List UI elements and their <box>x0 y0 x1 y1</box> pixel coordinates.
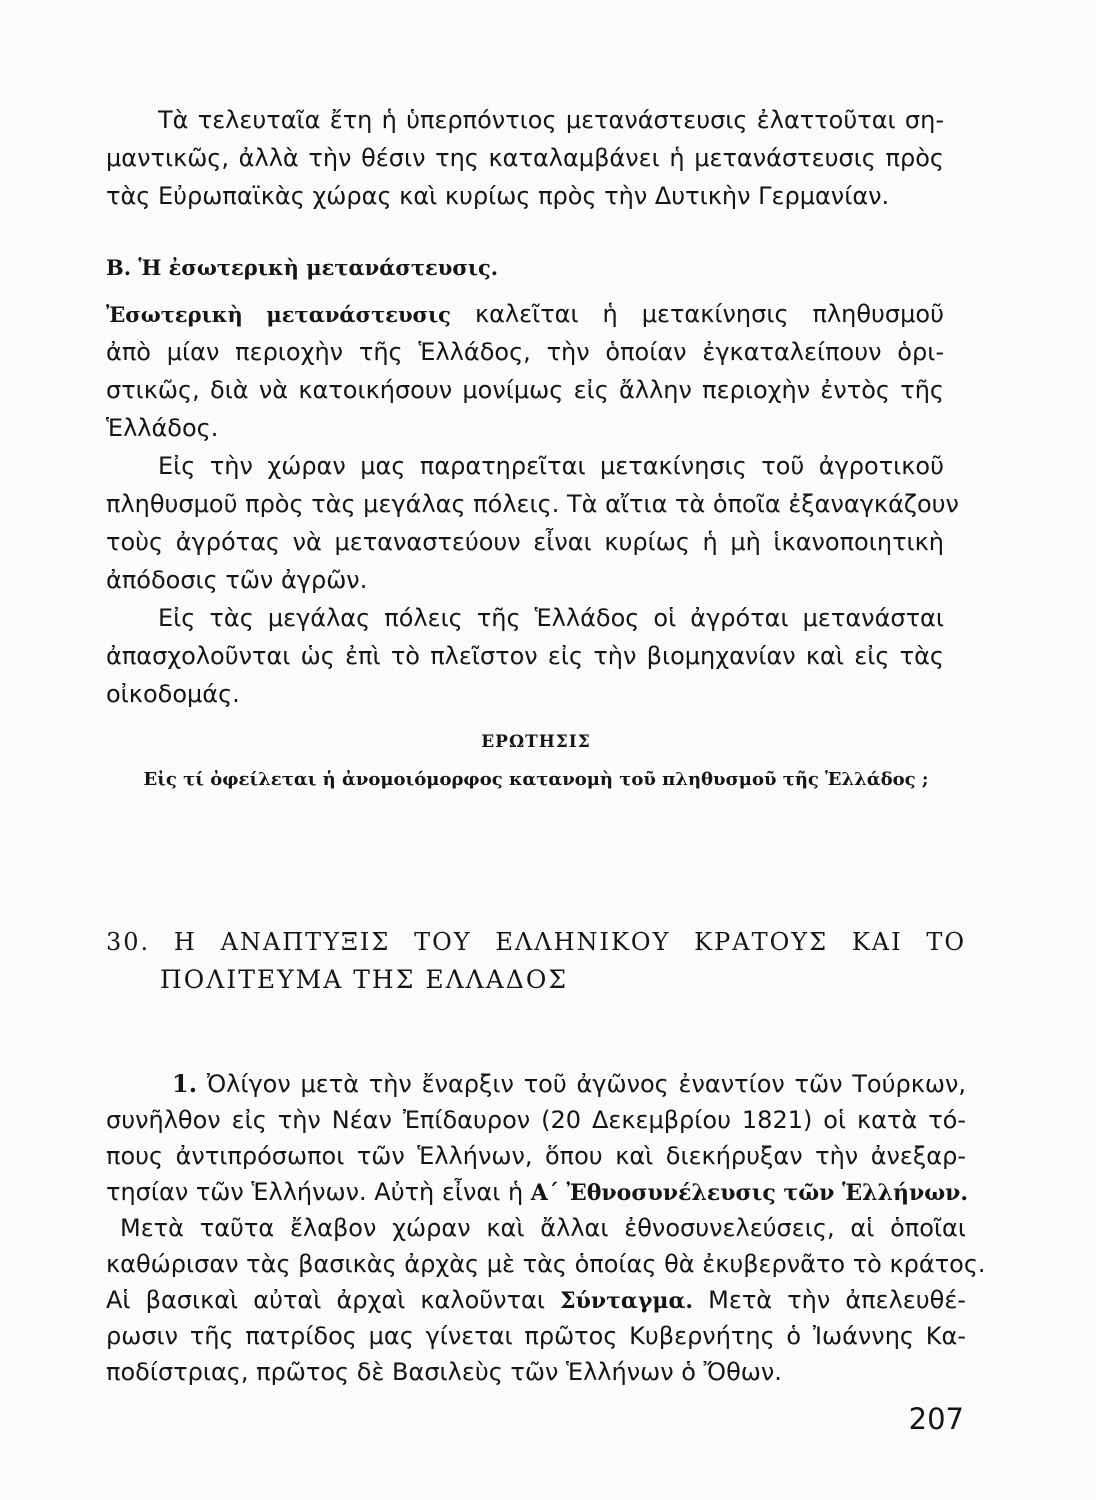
chapter-p1-line-8: ρωσιν τῆς πατρίδος μας γίνεται πρῶτος Κυβερνήτης ὁ Ἰωάννης Κα- <box>106 1322 966 1350</box>
chapter-p1-line-5: Μετὰ ταῦτα ἔλαβον χώραν καὶ ἄλλαι ἐθνοσυνελεύσεις, αἱ ὁποῖαι <box>120 1214 966 1242</box>
chapter-title-line-1: 30. Η ΑΝΑΠΤΥΞΙΣ ΤΟΥ ΕΛΛΗΝΙΚΟΥ ΚΡΑΤΟΥΣ ΚΑΙ ΤΟ <box>106 928 966 956</box>
definition-line-1-rest: καλεῖται ἡ μετακίνησις πληθυσμοῦ <box>474 300 944 328</box>
intro-line-1: Τὰ τελευταῖα ἔτη ἡ ὑπερπόντιος μετανάστευσις ἐλαττοῦται ση- <box>158 106 944 134</box>
para2-line-2: πληθυσμοῦ πρὸς τὰς μεγάλας πόλεις. Τὰ αἴτια τὰ ὁποῖα ἐξαναγκάζουν <box>106 490 959 518</box>
para3-line-3: οἰκοδομάς. <box>106 680 240 708</box>
chapter-p1-line-4-text: τησίαν τῶν Ἑλλήνων. Αὐτὴ εἶναι ἡ <box>106 1178 524 1206</box>
intro-line-3: τὰς Εὐρωπαϊκὰς χώρας καὶ κυρίως πρὸς τὴν Δυτικὴν Γερμανίαν. <box>106 182 890 210</box>
chapter-p1-line-7-rest: Μετὰ τὴν ἀπελευθέ- <box>708 1286 966 1314</box>
constitution-term: Σύνταγμα. <box>560 1288 694 1314</box>
para3-line-2: ἀπασχολοῦνται ὡς ἐπὶ τὸ πλεῖστον εἰς τὴν βιομηχανίαν καὶ εἰς τὰς <box>106 642 944 670</box>
para2-line-1: Εἰς τὴν χώραν μας παρατηρεῖται μετακίνησις τοῦ ἀγροτικοῦ <box>158 452 944 480</box>
definition-line-2: ἀπὸ μίαν περιοχὴν τῆς Ἑλλάδος, τὴν ὁποίαν ἐγκαταλείπουν ὁρι- <box>106 338 944 366</box>
chapter-p1-line-3: πους ἀντιπρόσωποι τῶν Ἑλλήνων, ὅπου καὶ διεκήρυξαν τὴν ἀνεξαρ- <box>106 1142 966 1170</box>
questions-title: ΕΡΩΤΗΣΙΣ <box>481 732 591 752</box>
definition-term: Ἐσωτερικὴ μετανάστευσις <box>106 302 451 327</box>
para2-line-4: ἀπόδοσις τῶν ἀγρῶν. <box>106 566 368 594</box>
intro-line-2: μαντικῶς, ἀλλὰ τὴν θέσιν της καταλαμβάνει ἡ μετανάστευσις πρὸς <box>106 144 944 172</box>
chapter-p1-line-6: καθώρισαν τὰς βασικὰς ἀρχὰς μὲ τὰς ὁποίας θὰ ἐκυβερνᾶτο τὸ κράτος. <box>106 1250 986 1278</box>
section-heading-internal-migration: Β. Ἡ ἐσωτερικὴ μετανάστευσις. <box>106 255 499 280</box>
chapter-p1-line-9: ποδίστριας, πρῶτος δὲ Βασιλεὺς τῶν Ἑλλήνων ὁ Ὄθων. <box>106 1358 782 1386</box>
page-number: 207 <box>908 1402 964 1436</box>
definition-line-1 <box>106 298 944 331</box>
chapter-p1-line-2: συνῆλθον εἰς τὴν Νέαν Ἐπίδαυρον (20 Δεκεμβρίου 1821) οἱ κατὰ τό- <box>106 1106 966 1134</box>
paragraph-number: 1. <box>172 1069 198 1098</box>
chapter-title-line-2: ΠΟΛΙΤΕΥΜΑ ΤΗΣ ΕΛΛΑΔΟΣ <box>160 965 568 994</box>
chapter-p1-line-7 <box>106 1284 966 1317</box>
chapter-p1-line-7-text: Αἱ βασικαὶ αὐταὶ ἀρχαὶ καλοῦνται <box>106 1286 545 1314</box>
chapter-p1-line-1-text: Ὀλίγον μετὰ τὴν ἔναρξιν τοῦ ἀγῶνος ἐναντίον τῶν Τούρκων, <box>206 1070 966 1098</box>
first-national-assembly: Α΄ Ἐθνοσυνέλευσις τῶν Ἑλλήνων. <box>530 1180 969 1206</box>
definition-line-4: Ἑλλάδος. <box>106 414 219 442</box>
chapter-p1-line-1 <box>106 1068 966 1100</box>
para3-line-1: Εἰς τὰς μεγάλας πόλεις τῆς Ἑλλάδος οἱ ἀγρόται μετανάσται <box>158 604 944 632</box>
para2-line-3: τοὺς ἀγρότας νὰ μεταναστεύουν εἶναι κυρίως ἡ μὴ ἱκανοποιητικὴ <box>106 528 944 556</box>
question-text: Εἰς τί ὀφείλεται ἡ ἀνομοιόμορφος κατανομὴ τοῦ πληθυσμοῦ τῆς Ἑλλάδος ; <box>143 769 929 790</box>
chapter-p1-line-4 <box>106 1176 969 1209</box>
definition-line-3: στικῶς, διὰ νὰ κατοικήσουν μονίμως εἰς ἄλλην περιοχὴν ἐντὸς τῆς <box>106 376 944 404</box>
